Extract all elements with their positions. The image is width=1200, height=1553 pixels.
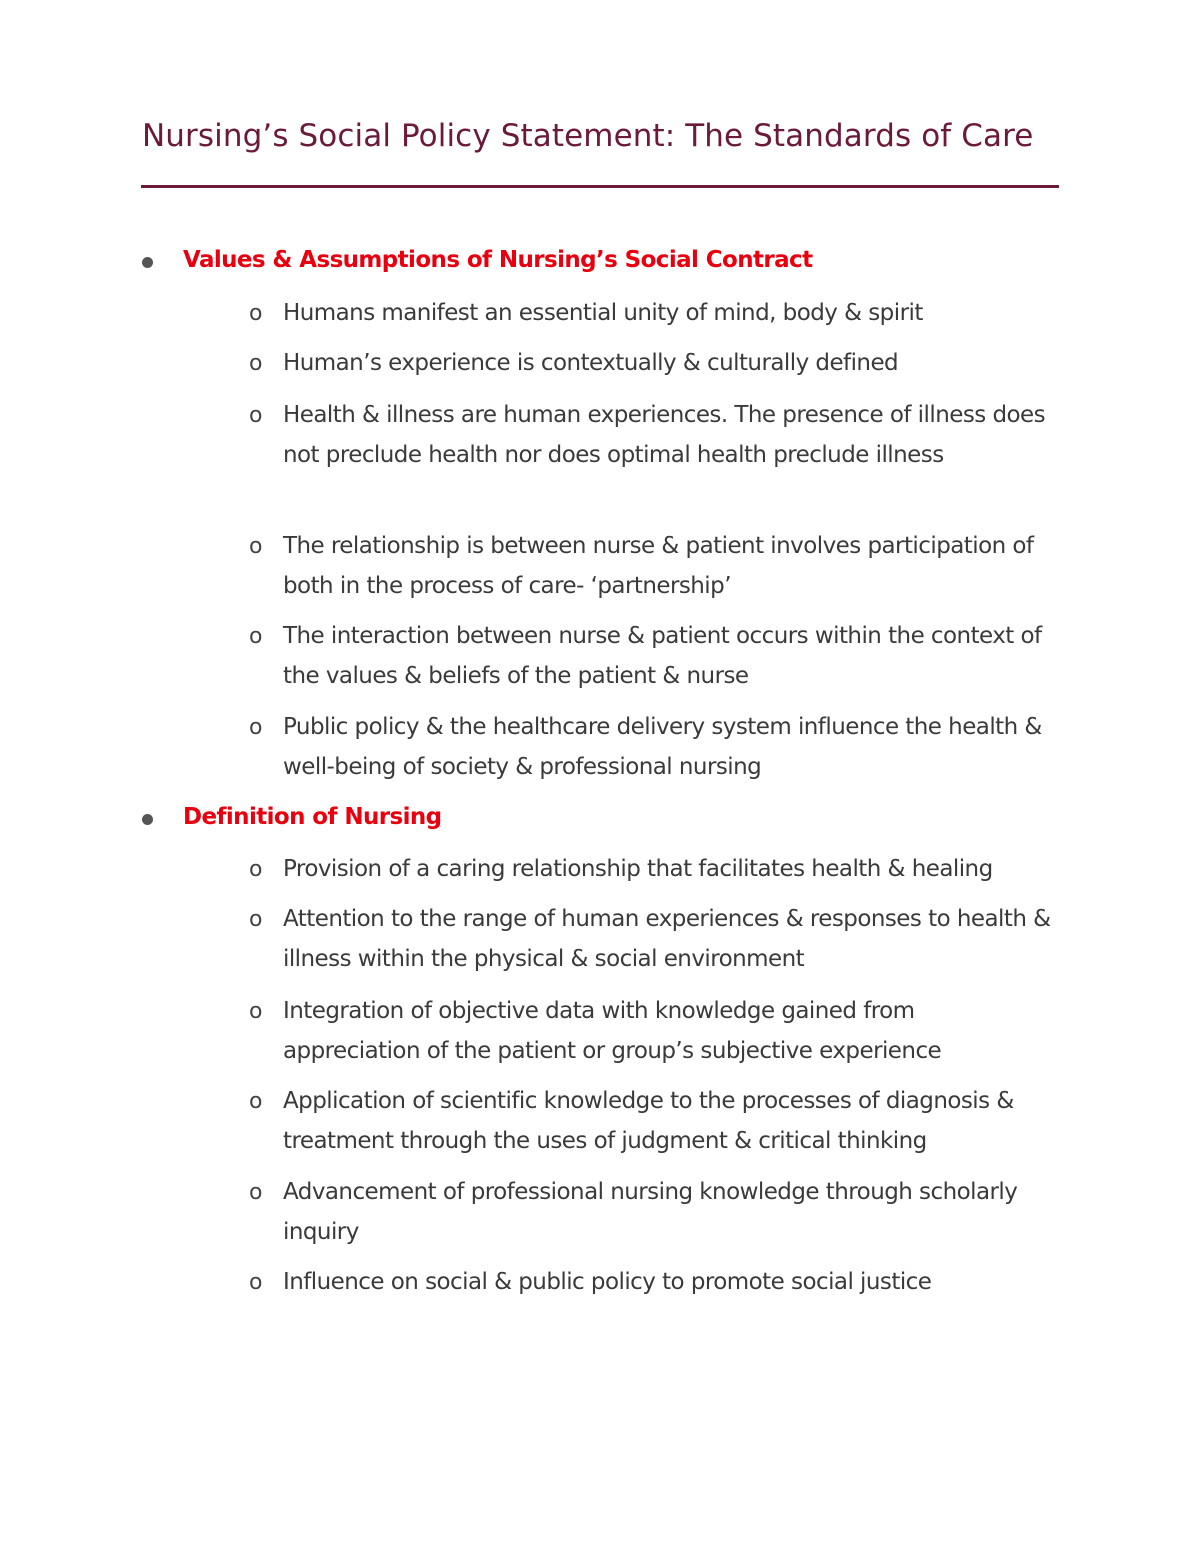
title-divider [141,185,1059,188]
list-item-text: Integration of objective data with knowledge gained from appreciation of the patient or group’s subjective experience [283,998,942,1064]
list-marker-icon: o [249,301,263,326]
list-item-text: Provision of a caring relationship that facilitates health & healing [283,856,993,882]
list-item-text: The relationship is between nurse & patient involves participation of both in the process of care- ‘partnership’ [283,533,1034,599]
section-heading: Values & Assumptions of Nursing’s Social Contract [183,247,813,273]
list-item-text: Influence on social & public policy to promote social justice [283,1269,932,1295]
list-item-text: Advancement of professional nursing knowledge through scholarly inquiry [283,1179,1018,1245]
list-item-text: Application of scientific knowledge to the processes of diagnosis & treatment through the uses of judgment & critical thinking [283,1088,1014,1154]
list-marker-icon: o [249,999,263,1024]
list-marker-icon: o [249,715,263,740]
list-item-text: Public policy & the healthcare delivery system influence the health & well-being of society & professional nursing [283,714,1042,780]
list-item-text: Humans manifest an essential unity of mind, body & spirit [283,300,923,326]
bullet-icon [142,257,153,268]
bullet-icon [142,814,153,825]
list-item-text: Attention to the range of human experiences & responses to health & illness within the physical & social environment [283,906,1051,972]
list-marker-icon: o [249,403,263,428]
section-heading-row [0,247,1200,277]
section-heading-row [0,804,1200,834]
list-marker-icon: o [249,1270,263,1295]
list-item-text: Health & illness are human experiences. The presence of illness does not preclude health nor does optimal health preclude illness [283,402,1046,468]
list-item-text: The interaction between nurse & patient occurs within the context of the values & beliefs of the patient & nurse [283,623,1042,689]
list-marker-icon: o [249,624,263,649]
list-marker-icon: o [249,907,263,932]
section-heading: Definition of Nursing [183,804,442,830]
list-marker-icon: o [249,857,263,882]
list-marker-icon: o [249,1089,263,1114]
list-marker-icon: o [249,351,263,376]
list-marker-icon: o [249,1180,263,1205]
list-item-text: Human’s experience is contextually & culturally defined [283,350,899,376]
page-title: Nursing’s Social Policy Statement: The Standards of Care [142,118,1034,154]
list-marker-icon: o [249,534,263,559]
